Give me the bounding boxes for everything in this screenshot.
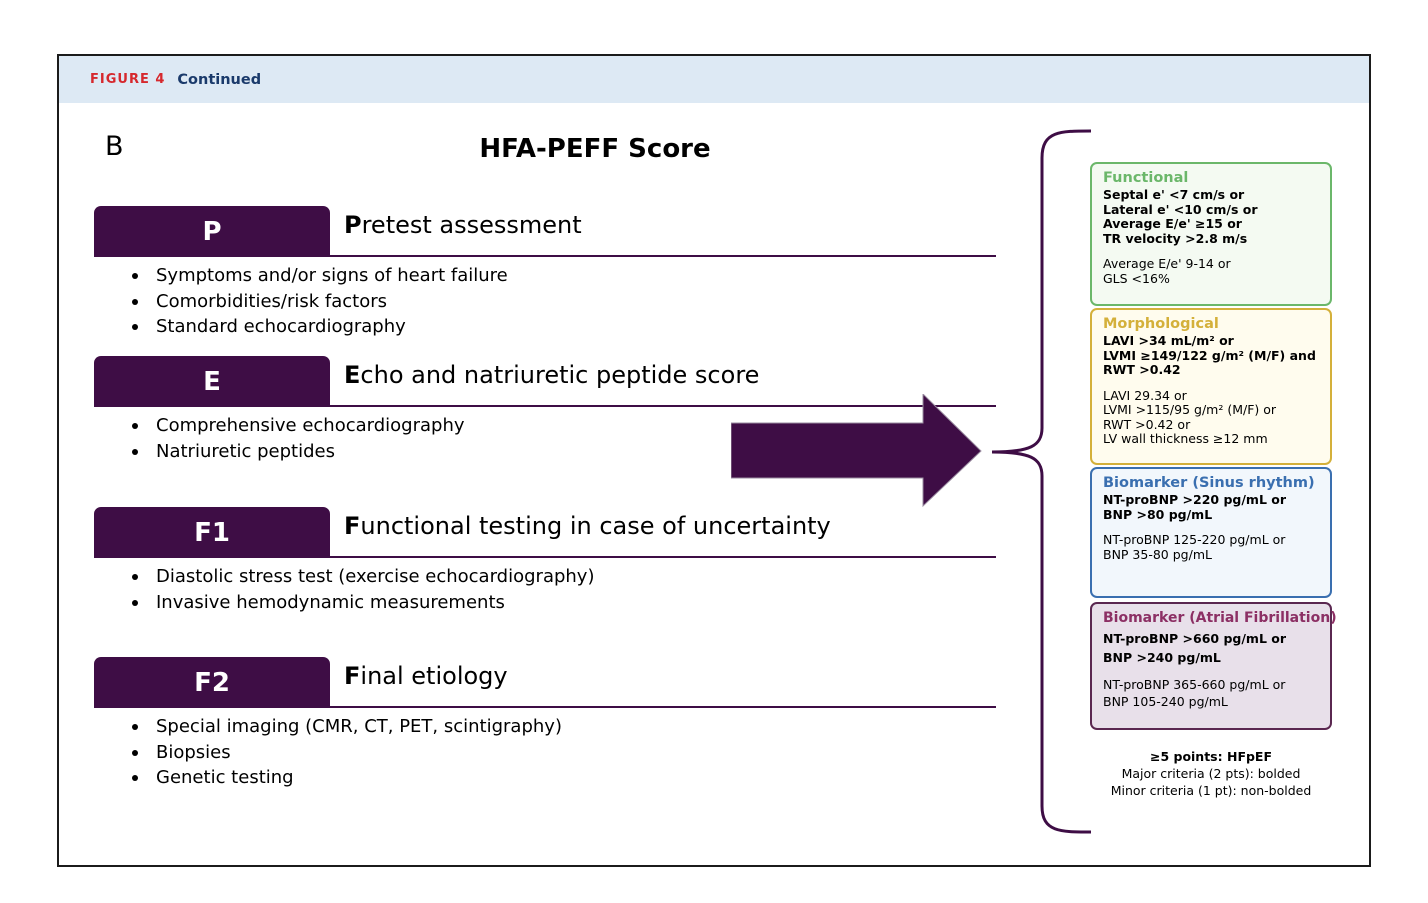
list-item: Special imaging (CMR, CT, PET, scintigraphy) (130, 714, 562, 740)
step-title (344, 662, 508, 690)
step-underline (94, 556, 996, 558)
score-legend (1090, 748, 1332, 799)
functional-domain-box (1090, 162, 1332, 306)
list-item: Genetic testing (130, 765, 562, 791)
minor-criteria (1103, 676, 1324, 710)
criterion: TR velocity >2.8 m/s (1103, 230, 1248, 246)
major-criteria (1103, 493, 1319, 522)
minor-criteria (1103, 533, 1319, 562)
criterion: LV wall thickness ≥12 mm (1103, 431, 1268, 446)
step-title (344, 211, 582, 239)
box-title: Biomarker (Sinus rhythm) (1103, 475, 1315, 491)
major-criteria (1103, 188, 1319, 246)
criterion: RWT >0.42 (1103, 362, 1181, 377)
step-tab: F1 (94, 507, 330, 558)
step-title-rest: unctional testing in case of uncertainty (360, 512, 831, 540)
criterion: LAVI 29.34 or (1103, 387, 1187, 403)
list-item: Diastolic stress test (exercise echocardiography) (130, 564, 594, 590)
criterion: NT-proBNP >220 pg/mL or (1103, 492, 1287, 507)
criterion: Average E/e' ≥15 or (1103, 216, 1242, 231)
step-bullet-list (130, 413, 465, 464)
step-bullet-list (130, 263, 508, 340)
criterion: Average E/e' 9-14 or (1103, 256, 1231, 271)
step-title-rest: inal etiology (360, 662, 508, 690)
box-title: Functional (1103, 170, 1189, 186)
criterion: BNP >80 pg/mL (1103, 506, 1213, 522)
box-title: Morphological (1103, 316, 1219, 332)
panel-letter: B (105, 131, 124, 162)
step-title-rest: cho and natriuretic peptide score (360, 361, 760, 389)
legend-threshold: ≥5 points: HFpEF (1149, 749, 1273, 764)
criterion: LVMI >115/95 g/m² (M/F) or (1103, 402, 1277, 417)
step-tab: P (94, 206, 330, 257)
legend-minor: Minor criteria (1 pt): non-bolded (1110, 783, 1312, 798)
major-criteria (1103, 629, 1324, 667)
step-title (344, 512, 831, 540)
right-arrow-icon (731, 394, 983, 508)
list-item: Biopsies (130, 740, 562, 766)
step-title-initial: P (344, 211, 362, 239)
list-item: Comprehensive echocardiography (130, 413, 465, 439)
step-underline (94, 255, 996, 257)
criterion: BNP 35-80 pg/mL (1103, 546, 1212, 562)
legend-major: Major criteria (2 pts): bolded (1121, 766, 1301, 781)
diagram-title: HFA-PEFF Score (479, 134, 711, 164)
criterion: Lateral e' <10 cm/s or (1103, 201, 1258, 217)
list-item: Comorbidities/risk factors (130, 289, 508, 315)
criterion: LVMI ≥149/122 g/m² (M/F) and (1103, 347, 1316, 363)
step-title-initial: E (344, 361, 361, 389)
major-criteria (1103, 334, 1319, 378)
figure-label: FIGURE 4 (90, 72, 166, 87)
criterion: BNP 105-240 pg/mL (1103, 694, 1228, 709)
criterion: NT-proBNP 365-660 pg/mL or (1103, 677, 1286, 692)
criterion: NT-proBNP 125-220 pg/mL or (1103, 532, 1286, 547)
step-title-initial: F (344, 512, 361, 540)
list-item: Symptoms and/or signs of heart failure (130, 263, 508, 289)
biomarker-sinus-box (1090, 467, 1332, 598)
step-underline (94, 706, 996, 708)
step-tab: E (94, 356, 330, 407)
morphological-domain-box (1090, 308, 1332, 465)
list-item: Natriuretic peptides (130, 439, 465, 465)
step-title-rest: retest assessment (361, 211, 582, 239)
step-bullet-list (130, 714, 562, 791)
step-tab: F2 (94, 657, 330, 708)
list-item: Standard echocardiography (130, 314, 508, 340)
curly-brace-icon (990, 128, 1094, 836)
step-title-initial: F (344, 662, 361, 690)
step-title (344, 361, 759, 389)
list-item: Invasive hemodynamic measurements (130, 590, 594, 616)
criterion: GLS <16% (1103, 270, 1170, 286)
biomarker-af-box (1090, 602, 1337, 730)
minor-criteria (1103, 257, 1319, 286)
criterion: NT-proBNP >660 pg/mL or (1103, 631, 1287, 646)
criterion: RWT >0.42 or (1103, 416, 1191, 432)
figure-header (59, 56, 1369, 103)
step-bullet-list (130, 564, 594, 615)
criterion: Septal e' <7 cm/s or (1103, 187, 1245, 202)
criterion: LAVI >34 mL/m² or (1103, 333, 1234, 348)
box-title: Biomarker (Atrial Fibrillation) (1103, 610, 1337, 626)
criterion: BNP >240 pg/mL (1103, 650, 1221, 665)
figure-continued: Continued (177, 71, 262, 88)
minor-criteria (1103, 389, 1319, 447)
